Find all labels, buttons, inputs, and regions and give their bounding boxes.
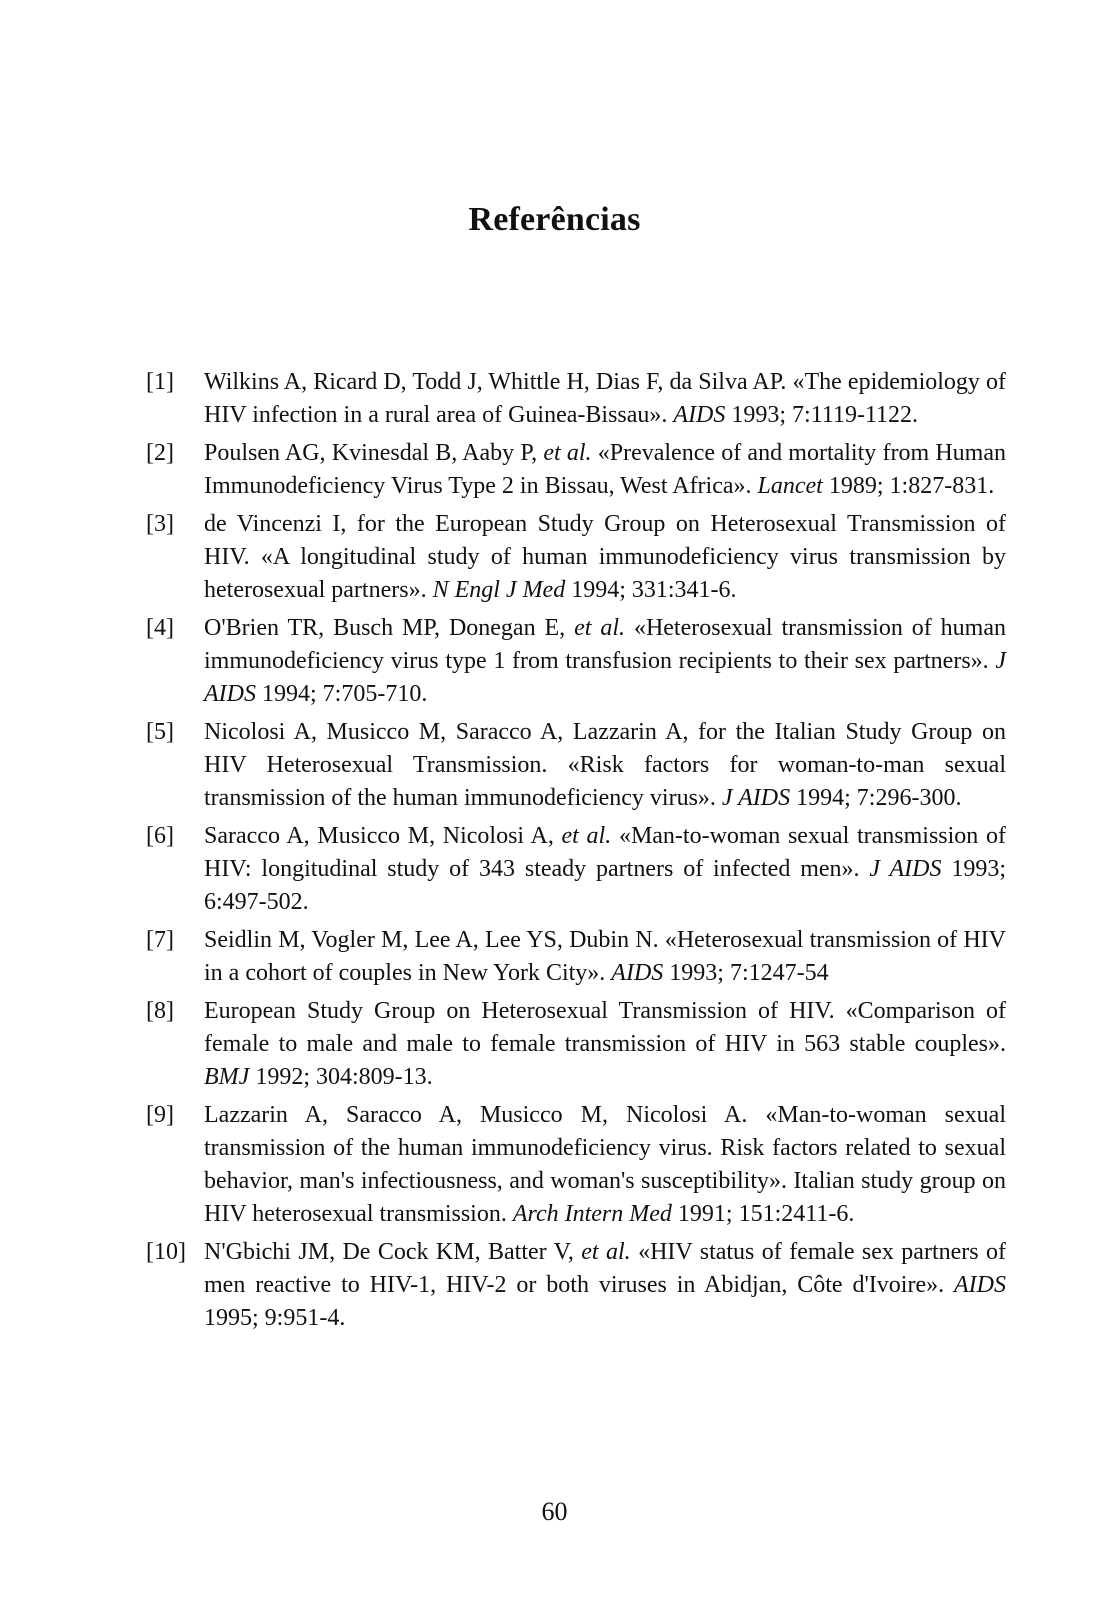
journal-name: J AIDS (204, 648, 1006, 707)
reference-number: [8] (146, 998, 174, 1024)
journal-name: J AIDS (721, 785, 791, 811)
reference-text: de Vincenzi I, for the European Study Group on Heterosexual Transmission of HIV. «A longitudinal study of human immunodeficiency virus transmission by heterosexual partners». (204, 511, 1006, 603)
reference-item (146, 924, 1006, 990)
reference-text: Wilkins A, Ricard D, Todd J, Whittle H, Dias F, da Silva AP. «The epidemiology of HIV infection in a rural area of Guinea-Bissau». (204, 369, 1006, 428)
reference-text: «Man-to-woman sexual transmission of HIV: longitudinal study of 343 steady partners of infected men». (204, 823, 1006, 882)
reference-number: [1] (146, 369, 174, 395)
reference-item (146, 1236, 1006, 1335)
journal-name: AIDS (611, 960, 664, 986)
reference-citation: 1991; 151:2411-6. (671, 1201, 855, 1227)
page-number: 60 (541, 1497, 568, 1526)
page-title: Referências (468, 200, 641, 238)
reference-number: [4] (146, 615, 174, 641)
reference-number: [10] (146, 1239, 186, 1265)
reference-item (146, 1099, 1006, 1231)
reference-authors: Poulsen AG, Kvinesdal B, Aaby P, (204, 440, 544, 466)
reference-text: European Study Group on Heterosexual Transmission of HIV. «Comparison of female to male and male to female transmission of HIV in 563 stable couples». (204, 998, 1006, 1057)
reference-item (146, 820, 1006, 919)
reference-list (146, 366, 1006, 1340)
reference-authors: Saracco A, Musicco M, Nicolosi A, (204, 823, 562, 849)
journal-name: BMJ (204, 1064, 250, 1090)
reference-authors: N'Gbichi JM, De Cock KM, Batter V, (204, 1239, 582, 1265)
reference-citation: 1993; 6:497-502. (204, 856, 1007, 915)
journal-name: Lancet (757, 473, 823, 499)
reference-number: [3] (146, 511, 174, 537)
reference-citation: 1992; 304:809-13. (249, 1064, 433, 1090)
reference-text: «Prevalence of and mortality from Human Immunodeficiency Virus Type 2 in Bissau, West Africa». (204, 440, 1007, 499)
reference-number: [7] (146, 927, 174, 953)
reference-number: [2] (146, 440, 174, 466)
reference-citation: 1994; 7:296-300. (790, 785, 962, 811)
reference-text: Nicolosi A, Musicco M, Saracco A, Lazzarin A, for the Italian Study Group on HIV Heterosexual Transmission. «Risk factors for woman-to-man sexual transmission of the human immunodeficiency virus». (204, 719, 1006, 811)
reference-text: «Heterosexual transmission of human immunodeficiency virus type 1 from transfusion recipients to their sex partners». (204, 615, 1006, 674)
reference-citation: 1994; 7:705-710. (255, 681, 428, 707)
et-al: et al. (574, 615, 626, 641)
reference-citation: 1995; 9:951-4. (204, 1305, 346, 1331)
reference-citation: 1993; 7:1247-54 (663, 960, 829, 986)
et-al: et al. (543, 440, 592, 466)
reference-item (146, 612, 1006, 711)
reference-item (146, 716, 1006, 815)
reference-number: [6] (146, 823, 174, 849)
journal-name: J AIDS (869, 856, 942, 882)
reference-citation: 1994; 331:341-6. (565, 577, 737, 603)
reference-text: «HIV status of female sex partners of men reactive to HIV-1, HIV-2 or both viruses in Abidjan, Côte d'Ivoire». (204, 1239, 1006, 1298)
journal-name: AIDS (673, 402, 726, 428)
reference-number: [5] (146, 719, 174, 745)
reference-text: Lazzarin A, Saracco A, Musicco M, Nicolosi A. «Man-to-woman sexual transmission of the human immunodeficiency virus. Risk factors related to sexual behavior, man's infectiousness, and woman's susceptibility». Italian study group on HIV heterosexual transmission. (204, 1102, 1006, 1227)
reference-item (146, 366, 1006, 432)
et-al: et al. (581, 1239, 631, 1265)
reference-item (146, 995, 1006, 1094)
et-al: et al. (561, 823, 612, 849)
reference-item (146, 508, 1006, 607)
journal-name: Arch Intern Med (512, 1201, 672, 1227)
reference-text: Seidlin M, Vogler M, Lee A, Lee YS, Dubin N. «Heterosexual transmission of HIV in a cohort of couples in New York City». (204, 927, 1006, 986)
reference-citation: 1989; 1:827-831. (822, 473, 995, 499)
reference-authors: O'Brien TR, Busch MP, Donegan E, (204, 615, 575, 641)
reference-citation: 1993; 7:1119-1122. (725, 402, 919, 428)
journal-name: N Engl J Med (432, 577, 566, 603)
reference-item (146, 437, 1006, 503)
reference-number: [9] (146, 1102, 174, 1128)
journal-name: AIDS (954, 1272, 1006, 1298)
